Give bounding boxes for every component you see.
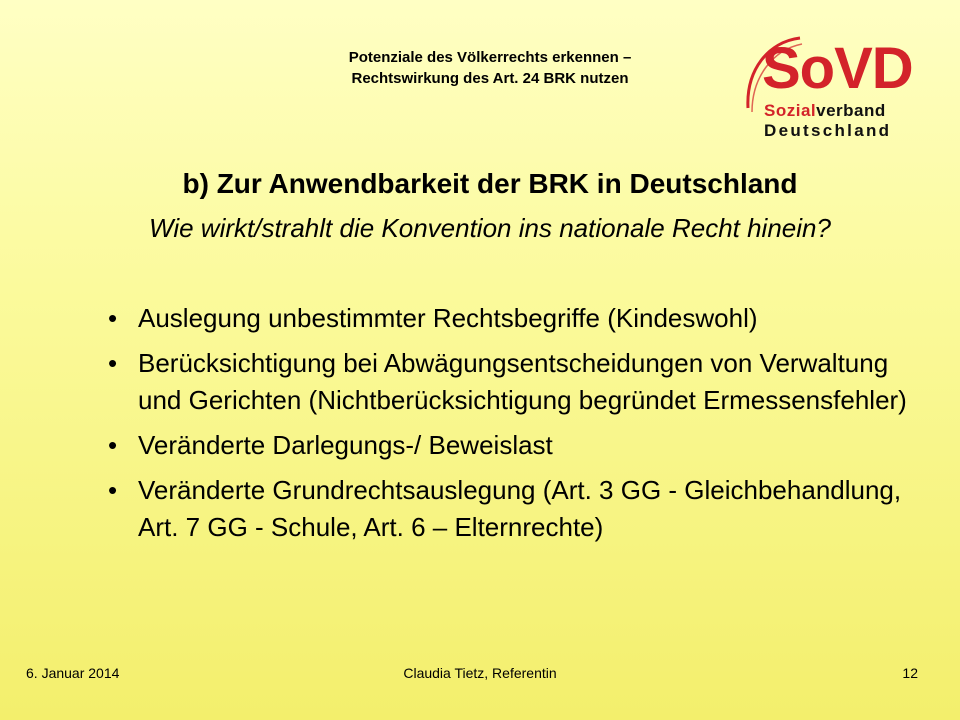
bullet-dot-icon: • (108, 430, 118, 460)
slide-subtitle: Wie wirkt/strahlt die Konvention ins nationale Recht hinein? (149, 213, 831, 243)
logo-sub-red: Sozial (764, 101, 817, 120)
bullet-text: Veränderte Darlegungs-/ Beweislast (138, 430, 553, 460)
slide-title: b) Zur Anwendbarkeit der BRK in Deutschland (182, 168, 798, 199)
logo-sub-dark: verband (816, 101, 886, 120)
footer-date: 6. Januar 2014 (26, 665, 120, 681)
footer-page-number: 12 (902, 665, 918, 681)
bullet-list (108, 300, 908, 554)
bullet-item (108, 472, 908, 546)
sovd-logo (738, 30, 913, 140)
logo-subline-2: Deutschland (764, 121, 892, 140)
bullet-item (108, 345, 908, 419)
bullet-dot-icon: • (108, 348, 118, 378)
bullet-text: Berücksichtigung bei Abwägungsentscheidungen von Verwaltung und Gerichten (Nichtberücksichtigung begründet Ermessensfehler) (138, 348, 907, 415)
bullet-dot-icon: • (108, 475, 118, 505)
logo-subline-1 (764, 102, 886, 120)
footer-presenter: Claudia Tietz, Referentin (403, 665, 557, 681)
logo-wordmark: SoVD (762, 36, 913, 101)
header-line-2: Rechtswirkung des Art. 24 BRK nutzen (351, 70, 629, 87)
bullet-text: Auslegung unbestimmter Rechtsbegriffe (Kindeswohl) (138, 303, 758, 333)
header-line-1: Potenziale des Völkerrechts erkennen – (348, 49, 632, 66)
bullet-item (108, 427, 908, 464)
bullet-dot-icon: • (108, 303, 118, 333)
slide-header (270, 47, 710, 89)
bullet-text: Veränderte Grundrechtsauslegung (Art. 3 GG - Gleichbehandlung, Art. 7 GG - Schule, Art. 6 – Elternrechte) (138, 475, 902, 542)
bullet-item (108, 300, 908, 337)
